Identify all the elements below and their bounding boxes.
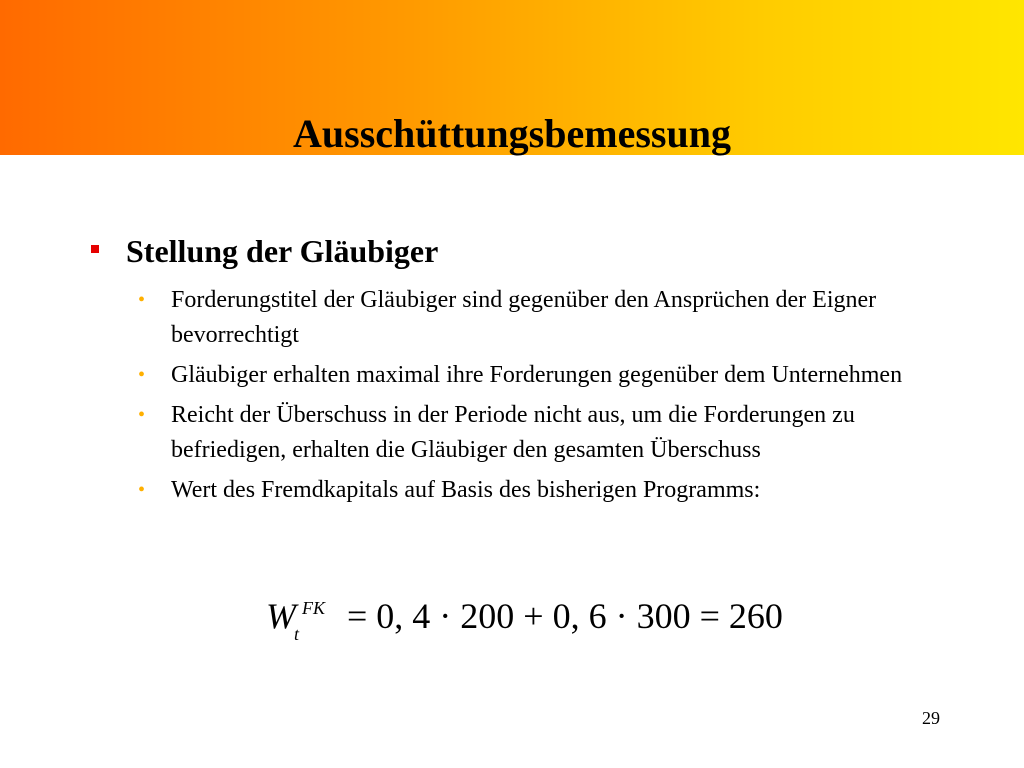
bullet-text: Reicht der Überschuss in der Periode nicht aus, um die Forderungen zu befriedigen, erhalten die Gläubiger den gesamten Überschuss xyxy=(171,402,855,463)
bullet-dot-icon: • xyxy=(138,404,146,426)
bullet-dot-icon: • xyxy=(138,479,146,501)
bullet-item xyxy=(138,473,938,508)
formula xyxy=(266,588,783,644)
formula-subscript: t xyxy=(294,624,300,644)
bullet-text: Gläubiger erhalten maximal ihre Forderungen gegenüber dem Unternehmen xyxy=(171,362,903,388)
bullet-text: Wert des Fremdkapitals auf Basis des bisherigen Programms: xyxy=(171,477,761,503)
bullet-text: Forderungstitel der Gläubiger sind gegenüber den Ansprüchen der Eigner bevorrechtigt xyxy=(171,287,877,348)
bullet-dot-icon: • xyxy=(138,289,146,311)
bullet-list xyxy=(138,283,938,513)
formula-variable-symbol: W xyxy=(266,596,296,636)
formula-variable xyxy=(266,588,338,644)
slide-title: Ausschüttungsbemessung xyxy=(293,111,731,156)
bullet-item xyxy=(138,398,938,468)
section-heading: Stellung der Gläubiger xyxy=(126,233,439,269)
bullet-item xyxy=(138,358,938,393)
page-number: 29 xyxy=(922,708,940,728)
formula-superscript: FK xyxy=(302,598,326,618)
bullet-dot-icon: • xyxy=(138,364,146,386)
formula-expression: = 0, 4 · 200 + 0, 6 · 300 = 260 xyxy=(347,596,783,636)
bullet-item xyxy=(138,283,938,353)
square-bullet-icon xyxy=(91,245,99,253)
